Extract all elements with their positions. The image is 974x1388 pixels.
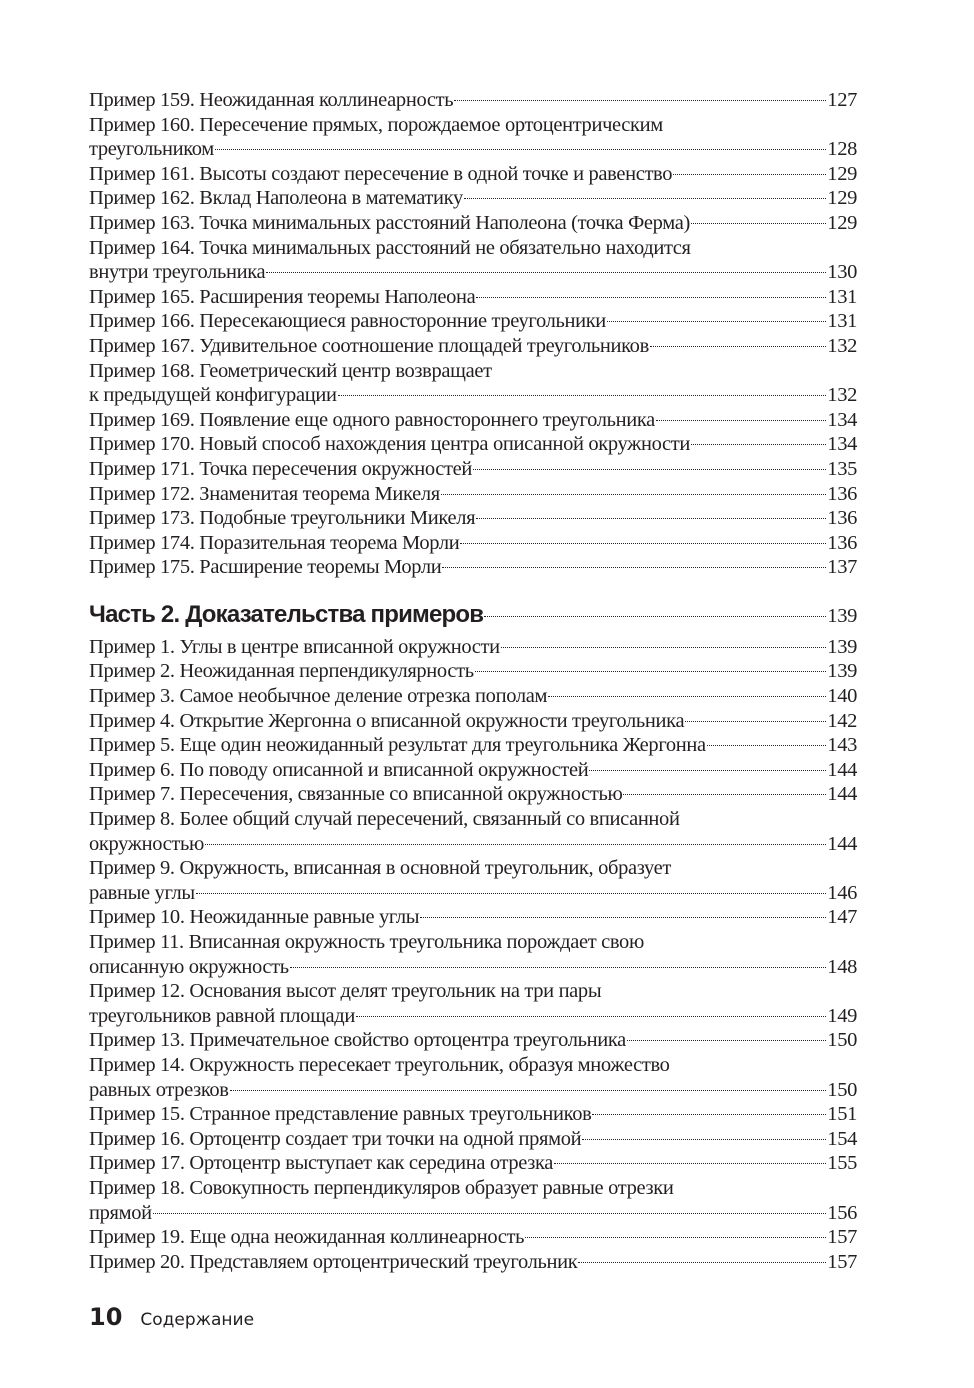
dot-leader xyxy=(554,1163,826,1164)
toc-entry-page-number: 149 xyxy=(827,1004,857,1027)
toc-entry[interactable] xyxy=(89,1053,857,1102)
dot-leader xyxy=(685,721,826,722)
toc-entry[interactable] xyxy=(89,113,857,162)
toc-entry-title-line: Пример 11. Вписанная окружность треугольника порождает свою xyxy=(89,931,644,953)
toc-entry-title: Пример 165. Расширения теоремы Наполеона xyxy=(89,285,476,308)
toc-part1-tail xyxy=(89,88,857,580)
toc-entry-page-number: 157 xyxy=(827,1226,857,1249)
dot-leader xyxy=(473,469,826,470)
dot-leader xyxy=(627,1040,826,1041)
toc-entry[interactable] xyxy=(89,758,857,783)
dot-leader xyxy=(578,1262,826,1263)
toc-entry-page-number: 127 xyxy=(827,89,857,111)
dot-leader xyxy=(338,395,827,396)
toc-entry-title: Пример 20. Представляем ортоцентрический треугольник xyxy=(89,1250,578,1273)
toc-entry-page-number: 132 xyxy=(827,384,857,407)
section-page-number: 139 xyxy=(827,604,857,627)
dot-leader xyxy=(525,1237,826,1238)
toc-entry-title: Пример 175. Расширение теоремы Морли xyxy=(89,556,442,579)
toc-entry-page-number: 131 xyxy=(827,285,857,308)
toc-entry-title-line: Пример 160. Пересечение прямых, порождаемое ортоцентрическим xyxy=(89,113,663,136)
toc-entry-title: Пример 2. Неожиданная перпендикулярность xyxy=(89,660,474,683)
dot-leader xyxy=(592,1114,826,1115)
dot-leader xyxy=(153,1213,827,1214)
toc-entry-page-number: 139 xyxy=(827,660,857,683)
toc-entry-title: Пример 172. Знаменитая теорема Микеля xyxy=(89,482,440,505)
toc-entry-title: Пример 167. Удивительное соотношение площадей треугольников xyxy=(89,334,649,357)
toc-entry-page-number: 147 xyxy=(827,906,857,929)
toc-entry-title: Пример 166. Пересекающиеся равносторонние треугольники xyxy=(89,310,606,333)
toc-entry-title: Пример 19. Еще одна неожиданная коллинеарность xyxy=(89,1226,525,1249)
toc-entry[interactable] xyxy=(89,1250,857,1275)
toc-entry-title: Пример 1. Углы в центре вписанной окружности xyxy=(89,635,500,658)
toc-entry-title: треугольников равной площади xyxy=(89,1004,355,1027)
toc-entry-title: к предыдущей конфигурации xyxy=(89,384,337,407)
toc-entry[interactable] xyxy=(89,531,857,556)
dot-leader xyxy=(454,100,826,101)
dot-leader xyxy=(196,893,827,894)
page-number: 10 xyxy=(89,1303,123,1331)
dot-leader xyxy=(230,1090,827,1091)
toc-entry-page-number: 154 xyxy=(827,1127,857,1150)
dot-leader xyxy=(650,346,826,347)
toc-entry[interactable] xyxy=(89,684,857,709)
toc-entry[interactable] xyxy=(89,1176,857,1225)
toc-entry[interactable] xyxy=(89,1102,857,1127)
toc-entry-page-number: 132 xyxy=(827,334,857,357)
toc-entry-title: Пример 163. Точка минимальных расстояний Наполеона (точка Ферма) xyxy=(89,211,690,234)
toc-entry[interactable] xyxy=(89,1151,857,1176)
toc-entry-page-number: 151 xyxy=(827,1103,857,1126)
toc-entry-title: Пример 17. Ортоцентр выступает как середина отрезка xyxy=(89,1152,554,1175)
toc-entry[interactable] xyxy=(89,432,857,457)
toc-entry-page-number: 140 xyxy=(827,685,857,708)
dot-leader xyxy=(464,198,826,199)
toc-entry-title: Пример 161. Высоты создают пересечение в одной точке и равенство xyxy=(89,162,673,185)
toc-entry-title: Пример 7. Пересечения, связанные со вписанной окружностью xyxy=(89,783,623,806)
toc-entry-page-number: 142 xyxy=(827,709,857,732)
dot-leader xyxy=(673,174,826,175)
toc-entry-title: внутри треугольника xyxy=(89,261,266,284)
toc-entry-title: Пример 173. Подобные треугольники Микеля xyxy=(89,507,476,530)
toc-entry[interactable] xyxy=(89,408,857,433)
dot-leader xyxy=(215,149,826,150)
toc-entry[interactable] xyxy=(89,162,857,187)
dot-leader xyxy=(691,223,826,224)
toc-entry[interactable] xyxy=(89,807,857,856)
dot-leader xyxy=(691,444,826,445)
toc-entry-title-line: Пример 8. Более общий случай пересечений, связанный со вписанной xyxy=(89,808,680,831)
toc-entry-page-number: 143 xyxy=(827,734,857,757)
toc-entry-page-number: 136 xyxy=(827,507,857,530)
toc-entry-page-number: 134 xyxy=(827,433,857,456)
toc-entry-title: Пример 169. Появление еще одного равностороннего треугольника xyxy=(89,408,655,431)
toc-entry-title: треугольником xyxy=(89,138,214,161)
page-footer xyxy=(89,1303,254,1331)
toc-entry-title-line: Пример 14. Окружность пересекает треугольник, образуя множество xyxy=(89,1053,670,1076)
toc-entry-page-number: 136 xyxy=(827,482,857,505)
toc-entry-title: Пример 6. По поводу описанной и вписанной окружностей xyxy=(89,758,589,781)
toc-entry-title: окружностью xyxy=(89,832,204,855)
toc-entry-page-number: 139 xyxy=(827,635,857,658)
toc-section-heading[interactable] xyxy=(89,600,857,631)
dot-leader xyxy=(205,844,826,845)
toc-entry-page-number: 135 xyxy=(827,457,857,480)
dot-leader xyxy=(442,567,826,568)
toc-entry-page-number: 150 xyxy=(827,1029,857,1052)
toc-entry-page-number: 148 xyxy=(827,955,857,978)
toc-entry-page-number: 156 xyxy=(827,1201,857,1224)
dot-leader xyxy=(582,1139,826,1140)
toc-entry-title: описанную окружность xyxy=(89,955,289,978)
toc-entry[interactable] xyxy=(89,334,857,359)
table-of-contents xyxy=(89,88,857,1274)
toc-entry-title: равные углы xyxy=(89,881,195,904)
toc-entry-title: Пример 15. Странное представление равных треугольников xyxy=(89,1103,592,1126)
dot-leader xyxy=(607,321,826,322)
toc-entry-page-number: 131 xyxy=(827,310,857,333)
toc-part2-entries xyxy=(89,635,857,1274)
toc-entry-page-number: 128 xyxy=(827,138,857,161)
dot-leader xyxy=(356,1016,826,1017)
dot-leader xyxy=(475,671,827,672)
toc-entry-page-number: 134 xyxy=(827,408,857,431)
toc-entry-title: прямой xyxy=(89,1201,152,1224)
toc-entry-page-number: 144 xyxy=(827,758,857,781)
toc-entry-title: Пример 10. Неожиданные равные углы xyxy=(89,906,420,929)
toc-entry-title: Пример 174. Поразительная теорема Морли xyxy=(89,531,460,554)
dot-leader xyxy=(484,616,826,617)
toc-entry-title: Пример 170. Новый способ нахождения центра описанной окружности xyxy=(89,433,690,456)
toc-entry-title: равных отрезков xyxy=(89,1078,229,1101)
toc-entry-title-line: Пример 18. Совокупность перпендикуляров образует равные отрезки xyxy=(89,1176,674,1199)
dot-leader xyxy=(623,794,826,795)
toc-entry-title-line: Пример 168. Геометрический центр возвращает xyxy=(89,359,492,382)
toc-entry-title-line: Пример 9. Окружность, вписанная в основной треугольник, образует xyxy=(89,857,672,880)
toc-entry-title: Пример 5. Еще один неожиданный результат для треугольника Жергонна xyxy=(89,734,706,757)
toc-entry-page-number: 136 xyxy=(827,531,857,554)
dot-leader xyxy=(707,745,827,746)
toc-entry-page-number: 137 xyxy=(827,556,857,579)
toc-entry-page-number: 157 xyxy=(827,1250,857,1273)
toc-entry[interactable] xyxy=(89,211,857,236)
toc-entry-title: Пример 13. Примечательное свойство ортоцентра треугольника xyxy=(89,1029,626,1052)
toc-entry[interactable] xyxy=(89,457,857,482)
toc-entry[interactable] xyxy=(89,309,857,334)
dot-leader xyxy=(476,297,826,298)
toc-entry[interactable] xyxy=(89,659,857,684)
toc-entry-page-number: 144 xyxy=(827,783,857,806)
toc-entry[interactable] xyxy=(89,709,857,734)
section-title: Часть 2. Доказательства примеров xyxy=(89,600,484,628)
toc-entry-title-line: Пример 164. Точка минимальных расстояний не обязательно находится xyxy=(89,236,691,259)
dot-leader xyxy=(548,696,826,697)
toc-entry[interactable] xyxy=(89,1028,857,1053)
toc-entry-title: Пример 16. Ортоцентр создает три точки на одной прямой xyxy=(89,1127,582,1150)
toc-entry-page-number: 146 xyxy=(827,881,857,904)
toc-entry[interactable] xyxy=(89,482,857,507)
dot-leader xyxy=(589,770,826,771)
dot-leader xyxy=(290,967,827,968)
toc-entry[interactable] xyxy=(89,930,857,979)
toc-entry-page-number: 144 xyxy=(827,832,857,855)
toc-entry-page-number: 129 xyxy=(827,187,857,210)
toc-entry[interactable] xyxy=(89,782,857,807)
dot-leader xyxy=(476,518,826,519)
toc-entry[interactable] xyxy=(89,506,857,531)
toc-entry[interactable] xyxy=(89,359,857,408)
toc-entry-title-line: Пример 12. Основания высот делят треугольник на три пары xyxy=(89,980,602,1003)
toc-entry[interactable] xyxy=(89,733,857,758)
toc-entry-page-number: 129 xyxy=(827,211,857,234)
toc-entry[interactable] xyxy=(89,186,857,211)
toc-entry[interactable] xyxy=(89,1225,857,1250)
toc-entry-page-number: 130 xyxy=(827,261,857,284)
toc-entry-title: Пример 3. Самое необычное деление отрезка пополам xyxy=(89,685,548,708)
toc-entry[interactable] xyxy=(89,285,857,310)
toc-entry[interactable] xyxy=(89,635,857,660)
toc-entry[interactable] xyxy=(89,856,857,905)
dot-leader xyxy=(460,543,826,544)
toc-entry-page-number: 155 xyxy=(827,1152,857,1175)
toc-entry-page-number: 129 xyxy=(827,162,857,185)
dot-leader xyxy=(441,494,826,495)
dot-leader xyxy=(266,272,826,273)
dot-leader xyxy=(420,917,826,918)
running-title: Содержание xyxy=(140,1310,255,1330)
toc-entry-title: Пример 4. Открытие Жергонна о вписанной окружности треугольника xyxy=(89,709,685,732)
toc-entry-page-number: 150 xyxy=(827,1078,857,1101)
toc-entry-title: Пример 171. Точка пересечения окружностей xyxy=(89,457,472,480)
toc-entry[interactable] xyxy=(89,1127,857,1152)
toc-entry[interactable] xyxy=(89,979,857,1028)
dot-leader xyxy=(656,420,826,421)
toc-entry[interactable] xyxy=(89,555,857,580)
toc-entry-title: Пример 162. Вклад Наполеона в математику xyxy=(89,187,463,210)
toc-entry[interactable] xyxy=(89,905,857,930)
toc-entry[interactable] xyxy=(89,88,857,113)
toc-entry[interactable] xyxy=(89,236,857,285)
toc-entry-title: Пример 159. Неожиданная коллинеарность xyxy=(89,89,454,111)
dot-leader xyxy=(501,647,827,648)
